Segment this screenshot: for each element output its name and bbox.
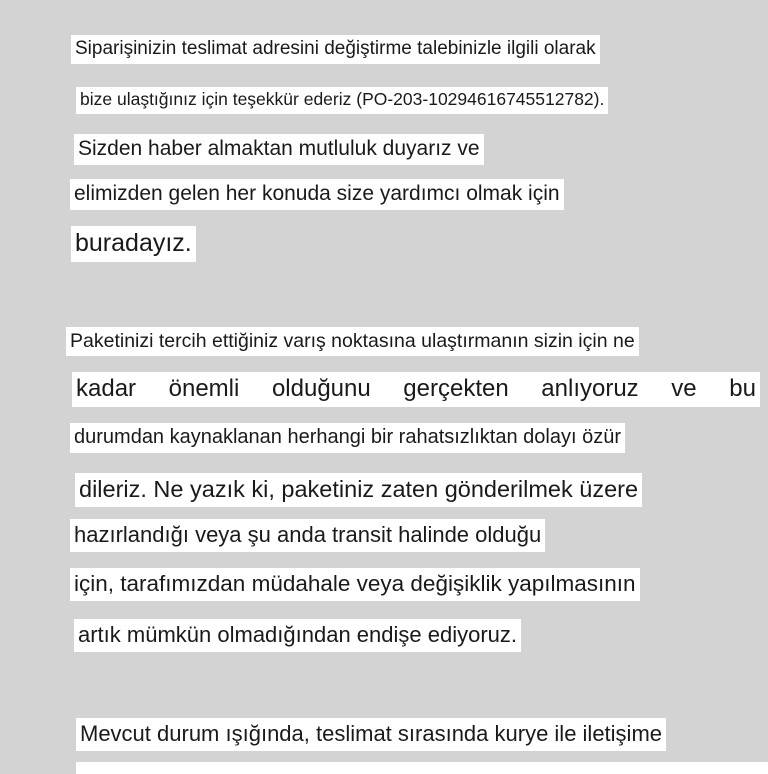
word: bu bbox=[729, 375, 756, 402]
text-line-13: Mevcut durum ışığında, teslimat sırasında kurye ile iletişime bbox=[76, 718, 666, 751]
text-line-6: Paketinizi tercih ettiğiniz varış noktasına ulaştırmanın sizin için ne bbox=[66, 327, 639, 356]
word: ve bbox=[671, 375, 697, 402]
text-line-10: hazırlandığı veya şu anda transit halinde olduğu bbox=[70, 519, 545, 552]
text-line-7-justified bbox=[72, 372, 760, 407]
word: olduğunu bbox=[271, 375, 371, 402]
text-line-8: durumdan kaynaklanan herhangi bir rahatsızlıktan dolayı özür bbox=[70, 423, 625, 453]
word: önemli bbox=[168, 375, 240, 402]
text-line-12: artık mümkün olmadığından endişe ediyoruz. bbox=[74, 619, 521, 652]
text-line-3: Sizden haber almaktan mutluluk duyarız ve bbox=[74, 134, 484, 165]
text-line-cut-off bbox=[76, 762, 768, 774]
text-line-9: dileriz. Ne yazık ki, paketiniz zaten gönderilmek üzere bbox=[75, 473, 642, 507]
word: anlıyoruz bbox=[541, 375, 639, 402]
text-line-5: buradayız. bbox=[71, 226, 196, 262]
word: gerçekten bbox=[403, 375, 509, 402]
text-line-4: elimizden gelen her konuda size yardımcı olmak için bbox=[70, 179, 564, 210]
text-line-1: Siparişinizin teslimat adresini değiştirme talebinizle ilgili olarak bbox=[71, 35, 600, 64]
text-line-2: bize ulaştığınız için teşekkür ederiz (PO-203-10294616745512782). bbox=[76, 87, 608, 114]
text-line-11: için, tarafımızdan müdahale veya değişiklik yapılmasının bbox=[70, 568, 640, 601]
word: kadar bbox=[76, 375, 137, 402]
